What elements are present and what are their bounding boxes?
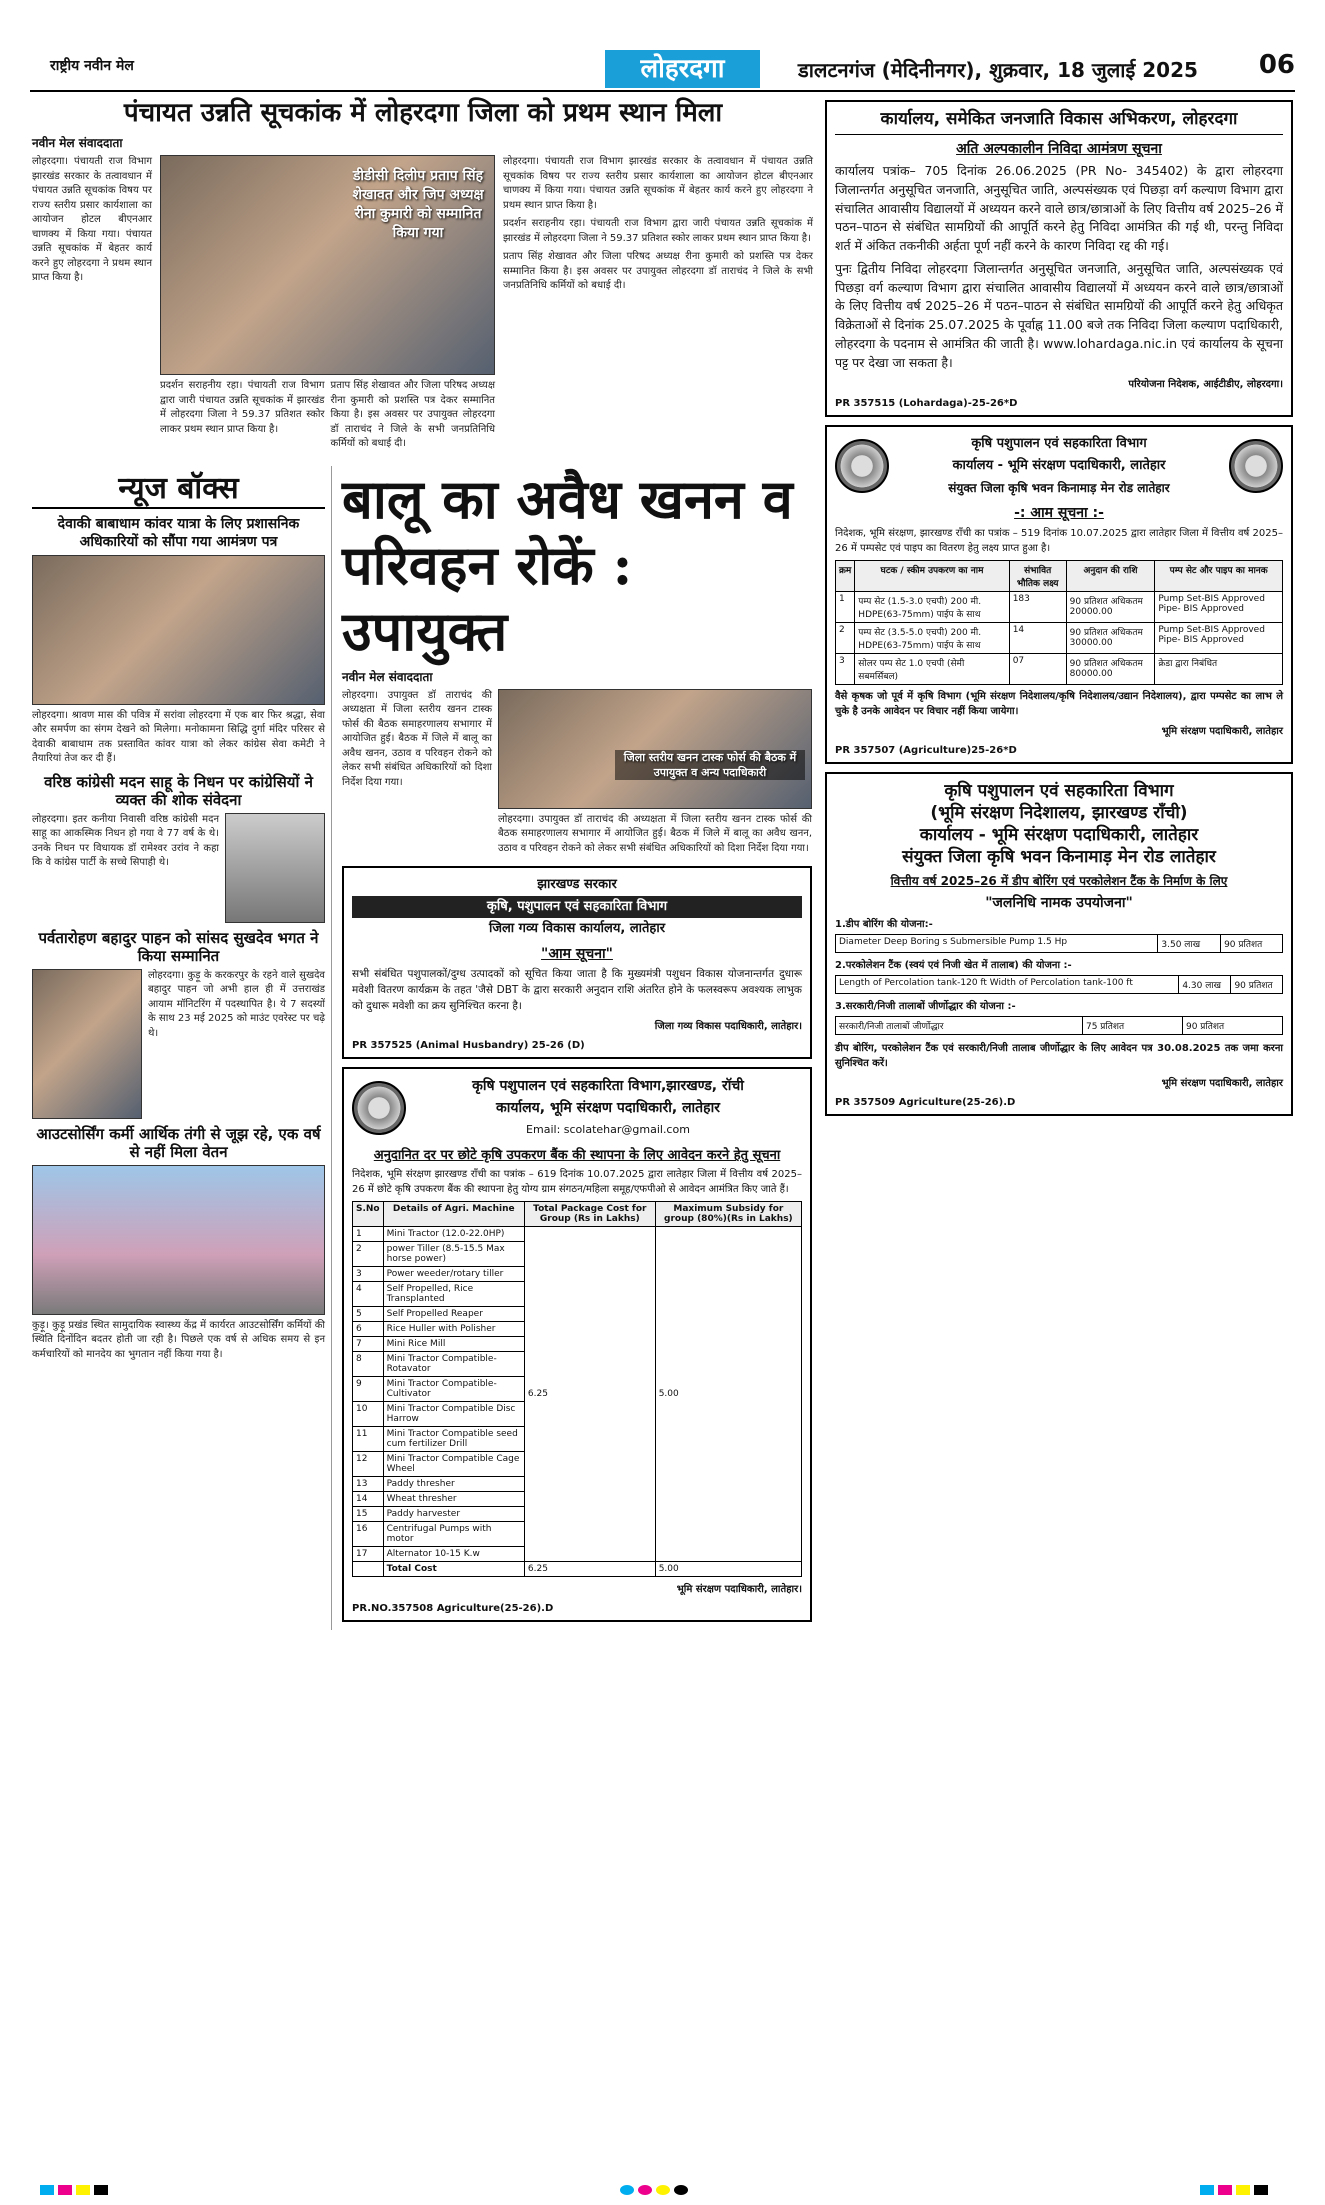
cell: पम्प सेट (3.5-5.0 एचपी) 200 मी. HDPE(63-75mm) पाईप के साथ — [855, 623, 1009, 654]
tank-org2: (भूमि संरक्षण निदेशालय, झारखण्ड राँची) — [930, 803, 1188, 824]
cell — [353, 1562, 384, 1577]
cell: Total Cost — [383, 1562, 524, 1577]
cell: 17 — [353, 1547, 384, 1562]
tools-signature: भूमि संरक्षण पदाधिकारी, लातेहार। — [676, 1584, 802, 1596]
tank-org3: कार्यालय - भूमि संरक्षण पदाधिकारी, लातेहार — [919, 825, 1199, 846]
page-number: 06 — [1258, 50, 1295, 80]
taskforce-photo-caption: जिला स्तरीय खनन टास्क फोर्स की बैठक में उपायुक्त व अन्य पदाधिकारी — [615, 750, 805, 780]
cell: 3.50 लाख — [1158, 935, 1221, 953]
cell: Self Propelled Reaper — [383, 1307, 524, 1322]
cell: 11 — [353, 1427, 384, 1452]
brand-name: राष्ट्रीय नवीन मेल — [50, 58, 134, 74]
tools-pr: PR.NO.357508 Agriculture(25-26).D — [352, 1603, 554, 1615]
pump-org2: कार्यालय - भूमि संरक्षण पदाधिकारी, लातेहार — [952, 458, 1166, 474]
news-box-title: न्यूज बॉक्स — [32, 466, 325, 509]
cell: Paddy thresher — [383, 1477, 524, 1492]
animal-notice — [342, 866, 812, 1059]
tools-title: अनुदानित दर पर छोटे कृषि उपकरण बैंक की स्थापना के लिए आवेदन करने हेतु सूचना — [373, 1148, 781, 1164]
cell: Mini Tractor Compatible seed cum fertilizer Drill — [383, 1427, 524, 1452]
registration-marks-right — [1200, 2185, 1268, 2195]
govt-emblem-icon — [835, 439, 889, 493]
table-row — [836, 935, 1283, 953]
animal-body: सभी संबंधित पशुपालकों/दुग्ध उत्पादकों को सूचित किया जाता है कि मुख्यमंत्री पशुधन विकास योजनान्तर्गत दुधारू मवेशी वितरण कार्यक्रम के तहत 'जैसे DBT के द्वारा सरकारी अनुदान राशि अंतरित होने के फलस्वरूप अवश्यक लाभुक को दुधारू मवेशी का क्रय सुनिश्चित करना है। — [352, 968, 802, 1012]
story1-headline: देवाकी बाबाधाम कांवर यात्रा के लिए प्रशासनिक अधिकारियों को सौंपा गया आमंत्रण पत्र — [57, 515, 300, 550]
cell: 7 — [353, 1337, 384, 1352]
cell: 1 — [353, 1227, 384, 1242]
story2-body: लोहरदगा। इतर कनीया निवासी वरिष्ठ कांग्रेसी मदन साहू का आकस्मिक निधन हो गया वे 77 वर्ष के थे। उनके निधन पर विधायक डॉ रामेश्वर उरांव ने कहा कि वे कांग्रेस पार्टी के सच्चे सिपाही थे। — [32, 813, 219, 868]
cell: 16 — [353, 1522, 384, 1547]
cell: Mini Tractor Compatible Disc Harrow — [383, 1402, 524, 1427]
cell: Mini Tractor Compatible Cage Wheel — [383, 1452, 524, 1477]
award-photo-caption: डीडीसी दिलीप प्रताप सिंह शेखावत और जिप अध्यक्ष रीना कुमारी को सम्मानित किया गया — [352, 168, 484, 241]
cell: 6 — [353, 1322, 384, 1337]
tribal-pr: PR 357515 (Lohardaga)-25-26*D — [835, 398, 1018, 410]
lead-body-col2: प्रदर्शन सराहनीय रहा। पंचायती राज विभाग द्वारा जारी पंचायत उन्नति सूचकांक में झारखंड में लोहरदगा जिला ने 59.37 प्रतिशत स्कोर लाकर प्रथम स्थान प्राप्त किया है। — [160, 380, 325, 435]
left-column — [32, 96, 814, 1630]
cell: 75 प्रतिशत — [1082, 1017, 1182, 1035]
cell: 13 — [353, 1477, 384, 1492]
page-header — [30, 50, 1295, 90]
pump-th: अनुदान की राशि — [1066, 561, 1155, 592]
cell: 2 — [836, 623, 855, 654]
cell: power Tiller (8.5-15.5 Max horse power) — [383, 1242, 524, 1267]
cell: 6.25 — [524, 1227, 655, 1562]
cell: सरकारी/निजी तालाबों जीर्णोद्धार — [836, 1017, 1083, 1035]
tribal-subtitle: अति अल्पकालीन निविदा आमंत्रण सूचना — [956, 141, 1162, 157]
cell: 4 — [353, 1282, 384, 1307]
tank-signature: भूमि संरक्षण पदाधिकारी, लातेहार — [1161, 1078, 1283, 1090]
lead-paragraph: प्रदर्शन सराहनीय रहा। पंचायती राज विभाग द्वारा जारी पंचायत उन्नति सूचकांक में झारखंड में लोहरदगा जिला ने 59.37 प्रतिशत स्कोर लाकर प्रथम स्थान प्राप्त किया है। — [503, 218, 813, 244]
tank-section3: 3.सरकारी/निजी तालाबों जीर्णोद्धार की योजना :- — [835, 1001, 1016, 1013]
cell: Wheat thresher — [383, 1492, 524, 1507]
cell: 8 — [353, 1352, 384, 1377]
tank-table-3 — [835, 1016, 1283, 1035]
lead-photo-block — [160, 155, 495, 452]
cell: 4.30 लाख — [1179, 976, 1231, 994]
lead-paragraph: लोहरदगा। पंचायती राज विभाग झारखंड सरकार के तत्वावधान में पंचायत उन्नति सूचकांक विषय पर राज्य स्तरीय प्रसार कार्यशाला का आयोजन होटल बीएनआर चाणक्य में किया गया। पंचायत उन्नति सूचकांक में बेहतर कार्य करने हुए लोहरदगा ने प्रथम स्थान प्राप्त किया है। — [503, 156, 813, 211]
cell: Pump Set-BIS Approved Pipe- BIS Approved — [1155, 592, 1283, 623]
pump-table — [835, 560, 1283, 685]
cell: Mini Rice Mill — [383, 1337, 524, 1352]
taskforce-photo — [498, 689, 812, 809]
tank-subtitle: "जलनिधि नामक उपयोजना" — [985, 895, 1133, 912]
cell: 5.00 — [655, 1227, 801, 1562]
animal-org1: झारखण्ड सरकार — [537, 877, 617, 892]
dateline: डालटनगंज (मेदिनीनगर), शुक्रवार, 18 जुलाई 2025 — [798, 58, 1198, 82]
cell: 07 — [1009, 654, 1066, 685]
cell: Length of Percolation tank-120 ft Width of Percolation tank-100 ft — [836, 976, 1179, 994]
govt-emblem-icon — [352, 1081, 406, 1135]
health-centre-photo — [32, 1165, 325, 1315]
tribal-signature: परियोजना निदेशक, आईटीडीए, लोहरदगा। — [1128, 379, 1283, 391]
pump-th: पम्प सेट और पाइप का मानक — [1155, 561, 1283, 592]
lead-headline: पंचायत उन्नति सूचकांक में लोहरदगा जिला को प्रथम स्थान मिला — [123, 98, 723, 128]
table-row — [836, 976, 1283, 994]
cell: 1 — [836, 592, 855, 623]
cell: 5 — [353, 1307, 384, 1322]
lead-byline: नवीन मेल संवाददाता — [32, 136, 123, 150]
tribal-notice — [825, 100, 1293, 417]
cell: Mini Tractor (12.0-22.0HP) — [383, 1227, 524, 1242]
cell: Rice Huller with Polisher — [383, 1322, 524, 1337]
story3-headline: पर्वतारोहण बहादुर पाहन को सांसद सुखदेव भगत ने किया सम्मानित — [38, 928, 319, 965]
tools-intro: निदेशक, भूमि संरक्षण झारखण्ड राँची का पत्रांक – 619 दिनांक 10.07.2025 द्वारा लातेहार जिला में वित्तीय वर्ष 2025–26 में छोटे कृषि उपकरण बैंक की स्थापना हेतु योग्य ग्राम संगठन/महिला समूह/एफपीओ से आवेदन आमंत्रित किए जाते हैं। — [352, 1169, 802, 1196]
cell: Power weeder/rotary tiller — [383, 1267, 524, 1282]
tank-note: डीप बोरिंग, परकोलेशन टैंक एवं सरकारी/निजी तालाब जीर्णोद्धार के लिए आवेदन पत्र 30.08.2025 तक जमा करना सुनिश्चित करें। — [835, 1043, 1283, 1070]
cell: Alternator 10-15 K.w — [383, 1547, 524, 1562]
cell: 12 — [353, 1452, 384, 1477]
pump-note: वैसे कृषक जो पूर्व में कृषि विभाग (भूमि संरक्षण निदेशालय/कृषि निदेशालय/उद्यान निदेशालय), द्वारा पम्पसेट का लाभ ले चुके है उनके आवेदन पर विचार नहीं किया जायेगा। — [835, 691, 1283, 718]
tribal-title: कार्यालय, समेकित जनजाति विकास अभिकरण, लोहरदगा — [835, 108, 1283, 135]
tank-table-2 — [835, 975, 1283, 994]
pump-th: क्रम — [836, 561, 855, 592]
registration-marks-left — [40, 2185, 108, 2195]
felicitation-photo — [32, 969, 142, 1119]
animal-pr: PR 357525 (Animal Husbandry) 25-26 (D) — [352, 1040, 585, 1052]
mining-byline: नवीन मेल संवाददाता — [342, 669, 433, 684]
news-box — [32, 466, 332, 1631]
tank-pr: PR 357509 Agriculture(25-26).D — [835, 1097, 1016, 1109]
kanwar-photo — [32, 555, 325, 705]
registration-marks-center — [620, 2185, 688, 2195]
madan-sahu-photo — [225, 813, 325, 923]
cell: सोलर पम्प सेट 1.0 एचपी (सेमी सबमर्सिबल) — [855, 654, 1009, 685]
table-row — [353, 1562, 802, 1577]
table-row — [836, 592, 1283, 623]
cell: पम्प सेट (1.5-3.0 एचपी) 200 मी. HDPE(63-75mm) पाईप के साथ — [855, 592, 1009, 623]
mining-body-col2: लोहरदगा। उपायुक्त डॉ ताराचंद की अध्यक्षता में जिला स्तरीय खनन टास्क फोर्स की बैठक समाहरणालय सभागार में आयोजित हुई। बैठक में जिले में बालू का अवैध खनन, उठाव व परिवहन रोकने को लेकर सभी संबंधित अधिकारियों को दिशा निर्देश दिया गया। — [498, 813, 812, 854]
pump-th: घटक / स्कीम उपकरण का नाम — [855, 561, 1009, 592]
cell: 183 — [1009, 592, 1066, 623]
tools-email: Email: scolatehar@gmail.com — [526, 1123, 690, 1137]
story1-body: लोहरदगा। श्रावण मास की पवित्र में सरांवा लोहरदगा में एक बार फिर श्रद्धा, सेवा और समर्पण का संगम देखने को मिलेगा। मनोकामना सिद्धि दुर्गा मंदिर परिसर से देवाकी बाबाधाम तक प्रस्तावित कांवर यात्रा को लेकर कांग्रेस सेवा कमेटी ने तैयारियां तेज कर दी हैं। — [32, 709, 325, 764]
award-photo — [160, 155, 495, 375]
cell: 10 — [353, 1402, 384, 1427]
cell: 14 — [353, 1492, 384, 1507]
cell: 90 प्रतिशत — [1221, 935, 1283, 953]
tank-notice — [825, 772, 1293, 1116]
cell: 90 प्रतिशत — [1182, 1017, 1282, 1035]
cell: Self Propelled, Rice Transplanted — [383, 1282, 524, 1307]
tribal-body-1: कार्यालय पत्रांक– 705 दिनांक 26.06.2025 (PR No- 345402) के द्वारा लोहरदगा जिलान्तर्गत अनुसूचित जनजाति, अनुसूचित जाति, अल्पसंख्यक एवं पिछड़ा वर्ग कल्याण विभाग द्वारा संचालित आवासीय विद्यालयों में अध्ययन करने वाले छात्र/छात्राओं के लिए वित्तीय वर्ष 2025–26 में पठन–पाठन से संबंधित सामग्रियों की आपूर्ति करने हेतु निविदा आमंत्रित की गई थी, परन्तु निविदा शर्त में अंकित तकनीकी अर्हता पूर्ण नहीं करने के कारण निविदा रद्द की गई। — [835, 163, 1283, 253]
cell: Mini Tractor Compatible-Cultivator — [383, 1377, 524, 1402]
mining-body-col1: लोहरदगा। उपायुक्त डॉ ताराचंद की अध्यक्षता में जिला स्तरीय खनन टास्क फोर्स की बैठक समाहरणालय सभागार में आयोजित हुई। बैठक में जिले में बालू का अवैध खनन, उठाव व परिवहन रोकने को लेकर सभी संबंधित अधिकारियों को दिशा निर्देश दिया गया। — [342, 689, 492, 788]
story4-headline: आउटसोर्सिंग कर्मी आर्थिक तंगी से जूझ रहे, एक वर्ष से नहीं मिला वेतन — [36, 1124, 321, 1161]
animal-signature: जिला गव्य विकास पदाधिकारी, लातेहार। — [654, 1021, 802, 1033]
jharkhand-emblem-icon — [1229, 439, 1283, 493]
cell: 9 — [353, 1377, 384, 1402]
center-block — [342, 466, 812, 1631]
tribal-body-2: पुनः द्वितीय निविदा लोहरदगा जिलान्तर्गत अनुसूचित जनजाति, अनुसूचित जाति, अल्पसंख्यक एवं पिछड़ा वर्ग कल्याण विभाग द्वारा संचालित आवासीय विद्यालयों में अध्ययन करने वाले छात्र/छात्राओं के लिए वित्तीय वर्ष 2025–26 में पठन–पाठन से संबंधित सामग्रियों की आपूर्ति करने हेतु अधिकृत विक्रेताओं से दिनांक 25.07.2025 के पूर्वाह्न 11.00 बजे तक निविदा जिला कल्याण पदाधिकारी, लोहरदगा के पदनाम से आमंत्रित की जाती है। www.lohardaga.nic.in एवं कार्यालय के सूचना पट्ट पर देखा जा सकता है। — [835, 260, 1283, 370]
tools-org2: कार्यालय, भूमि संरक्षण पदाधिकारी, लातेहार — [496, 1100, 720, 1117]
header-rule — [30, 90, 1295, 92]
cell: Centrifugal Pumps with motor — [383, 1522, 524, 1547]
cell: क्रेडा द्वारा निबंधित — [1155, 654, 1283, 685]
tools-table-body — [353, 1227, 802, 1577]
animal-org2: कृषि, पशुपालन एवं सहकारिता विभाग — [352, 896, 802, 918]
table-row — [836, 623, 1283, 654]
cell: Paddy harvester — [383, 1507, 524, 1522]
pump-th: संभावित भौतिक लक्ष्य — [1009, 561, 1066, 592]
tank-org4: संयुक्त जिला कृषि भवन किनामाड़ मेन रोड लातेहार — [902, 847, 1216, 868]
animal-org3: जिला गव्य विकास कार्यालय, लातेहार — [488, 921, 666, 936]
tools-table — [352, 1201, 802, 1577]
table-row — [836, 1017, 1283, 1035]
pump-org3: संयुक्त जिला कृषि भवन किनामाड़ मेन रोड लातेहार — [948, 481, 1170, 496]
mining-story — [342, 466, 812, 857]
cell: 90 प्रतिशत — [1231, 976, 1283, 994]
lead-story — [32, 96, 814, 452]
pump-signature: भूमि संरक्षण पदाधिकारी, लातेहार — [1161, 726, 1283, 738]
district-banner: लोहरदगा — [605, 50, 760, 88]
lead-body-col4 — [503, 155, 813, 452]
tank-title: वित्तीय वर्ष 2025–26 में डीप बोरिंग एवं परकोलेशन टैंक के निर्माण के लिए — [890, 874, 1228, 889]
cell: Pump Set-BIS Approved Pipe- BIS Approved — [1155, 623, 1283, 654]
tools-th: Details of Agri. Machine — [383, 1202, 524, 1227]
story3-body: लोहरदगा। कुड़ू के करकरपुर के रहने वाले सुखदेव बहादुर पाहन जो अभी हाल ही में उत्तराखंड आयाम मॉनिटरिंग में पदस्थापित है। ये 7 सदस्यों के साथ 23 मई 2025 को माउंट एवरेस्ट पर चढ़े थे। — [148, 969, 325, 1039]
lead-body-col1 — [32, 155, 152, 452]
pump-org1: कृषि पशुपालन एवं सहकारिता विभाग — [971, 436, 1147, 452]
lead-paragraph: प्रताप सिंह शेखावत और जिला परिषद अध्यक्ष रीना कुमारी को प्रशस्ति पत्र देकर सम्मानित किया है। इस अवसर पर उपायुक्त लोहरदगा डॉ ताराचंद ने जिले के सभी जनप्रतिनिधि कर्मियों को बधाई दी। — [503, 251, 813, 291]
cell: 90 प्रतिशत अधिकतम 20000.00 — [1066, 592, 1155, 623]
story2-headline: वरिष्ठ कांग्रेसी मदन साहू के निधन पर कांग्रेसियों ने व्यक्त की शोक संवेदना — [44, 772, 313, 809]
cell: 3 — [353, 1267, 384, 1282]
pump-notice — [825, 425, 1293, 764]
tank-org1: कृषि पशुपालन एवं सहकारिता विभाग — [944, 781, 1174, 802]
tank-section1: 1.डीप बोरिंग की योजना:- — [835, 919, 933, 931]
tools-th: S.No — [353, 1202, 384, 1227]
cell: Mini Tractor Compatible-Rotavator — [383, 1352, 524, 1377]
tank-section2: 2.परकोलेशन टैंक (स्वयं एवं निजी खेत में तालाब) की योजना :- — [835, 960, 1072, 972]
cell: 15 — [353, 1507, 384, 1522]
mining-headline-1: बालू का अवैध खनन व — [342, 466, 793, 531]
lead-body-col3: प्रताप सिंह शेखावत और जिला परिषद अध्यक्ष रीना कुमारी को प्रशस्ति पत्र देकर सम्मानित किया है। इस अवसर पर उपायुक्त लोहरदगा डॉ ताराचंद ने जिले के सभी जनप्रतिनिधि कर्मियों को बधाई दी। — [330, 380, 495, 449]
cell: 3 — [836, 654, 855, 685]
lead-paragraph: लोहरदगा। पंचायती राज विभाग झारखंड सरकार के तत्वावधान में पंचायत उन्नति सूचकांक विषय पर राज्य स्तरीय प्रसार कार्यशाला का आयोजन होटल बीएनआर चाणक्य में किया गया। पंचायत उन्नति सूचकांक में बेहतर कार्य करने हुए लोहरदगा ने प्रथम स्थान प्राप्त किया है। — [32, 156, 152, 283]
table-row — [836, 654, 1283, 685]
pump-title: -: आम सूचना :- — [1014, 505, 1104, 522]
cell: 90 प्रतिशत अधिकतम 80000.00 — [1066, 654, 1155, 685]
mining-headline-2: परिवहन रोकें : उपायुक्त — [342, 532, 633, 663]
table-row — [353, 1227, 802, 1242]
cell: 5.00 — [655, 1562, 801, 1577]
animal-title: "आम सूचना" — [541, 946, 613, 962]
cell: 14 — [1009, 623, 1066, 654]
cell: 90 प्रतिशत अधिकतम 30000.00 — [1066, 623, 1155, 654]
tools-notice — [342, 1067, 812, 1622]
cell: 6.25 — [524, 1562, 655, 1577]
story4-body: कुड़ू। कुड़ू प्रखंड स्थित सामुदायिक स्वास्थ्य केंद्र में कार्यरत आउटसोर्सिंग कर्मियों की स्थिति दिनोंदिन बदतर होती जा रही है। पिछले एक वर्ष से अधिक समय से इन कर्मचारियों को मानदेय का भुगतान नहीं किया गया है। — [32, 1319, 325, 1360]
tank-table-1 — [835, 934, 1283, 953]
right-column — [825, 100, 1293, 1124]
tools-th: Total Package Cost for Group (Rs in Lakhs) — [524, 1202, 655, 1227]
cell: Diameter Deep Boring s Submersible Pump 1.5 Hp — [836, 935, 1158, 953]
pump-pr: PR 357507 (Agriculture)25-26*D — [835, 745, 1017, 757]
tools-org1: कृषि पशुपालन एवं सहकारिता विभाग,झारखण्ड, रॉची — [472, 1078, 744, 1095]
cell: 2 — [353, 1242, 384, 1267]
pump-intro: निदेशक, भूमि संरक्षण, झारखण्ड राँची का पत्रांक – 519 दिनांक 10.07.2025 द्वारा लातेहार जिला में वित्तीय वर्ष 2025–26 में पम्पसेट एवं पाइप का वितरण हेतु लक्ष्य प्राप्त हुआ है। — [835, 528, 1283, 555]
tools-th: Maximum Subsidy for group (80%)(Rs in Lakhs) — [655, 1202, 801, 1227]
